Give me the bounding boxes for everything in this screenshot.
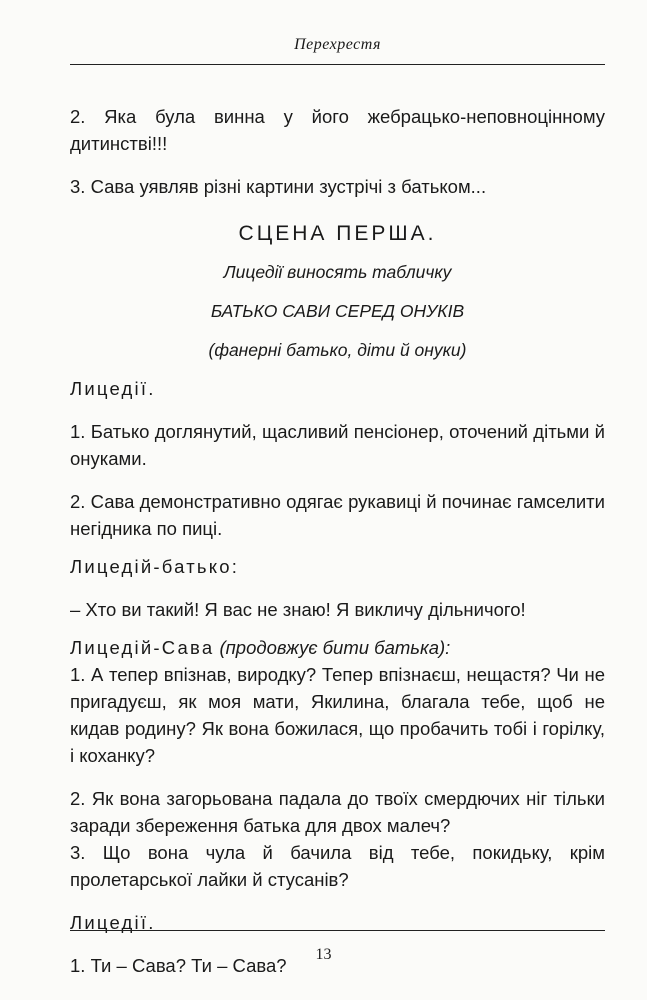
- dialogue-line: 1. Батько доглянутий, щасливий пенсіонер, оточений дітьми й онуками.: [70, 421, 605, 469]
- dialogue-line: – Хто ви такий! Я вас не знаю! Я викличу дільничого!: [70, 599, 526, 620]
- speaker-heading: Лицедії.: [70, 912, 156, 933]
- scene-title: СЦЕНА ПЕРША.: [238, 222, 437, 245]
- dialogue-line: 2. Сава демонстративно одягає рукавиці й починає гамселити негідника по пиці.: [70, 491, 605, 539]
- speaker-name: Лицедій-Сава: [70, 637, 215, 658]
- sign-text: БАТЬКО САВИ СЕРЕД ОНУКІВ: [210, 301, 465, 321]
- page-number: 13: [315, 946, 332, 963]
- header-rule: [70, 64, 605, 65]
- running-header: Перехрестя: [294, 36, 381, 53]
- dialogue-line: 3. Що вона чула й бачила від тебе, покидьку, крім пролетарської лайки й стусанів?: [70, 842, 605, 890]
- speaker-heading: Лицедії.: [70, 378, 156, 399]
- speaker-heading-with-direction: [70, 634, 605, 661]
- stage-direction-inline: (продовжує бити батька):: [219, 637, 451, 658]
- page-body: [70, 103, 605, 979]
- dialogue-line: 2. Як вона загорьована падала до твоїх смердючих ніг тільки заради збереження батька для двох малеч?: [70, 788, 605, 836]
- stage-direction: Лицедії виносять табличку: [223, 262, 452, 282]
- numbered-item-2: 2. Яка була винна у його жебрацько-неповноцінному дитинстві!!!: [70, 106, 605, 154]
- numbered-item-3: 3. Сава уявляв різні картини зустрічі з батьком...: [70, 176, 487, 197]
- dialogue-line: 1. А тепер впізнав, виродку? Тепер впізнаєш, нещастя? Чи не пригадуєш, як моя мати, Якилина, благала тебе, щоб не кидав родину? Як вона божилася, що пробачить тобі і горілку, і коханку?: [70, 664, 605, 766]
- stage-direction-parenthetical: (фанерні батько, діти й онуки): [208, 340, 467, 360]
- dialogue-line: 1. Ти – Сава? Ти – Сава?: [70, 955, 287, 976]
- footer-rule: [70, 930, 605, 931]
- speaker-heading: Лицедій-батько:: [70, 556, 240, 577]
